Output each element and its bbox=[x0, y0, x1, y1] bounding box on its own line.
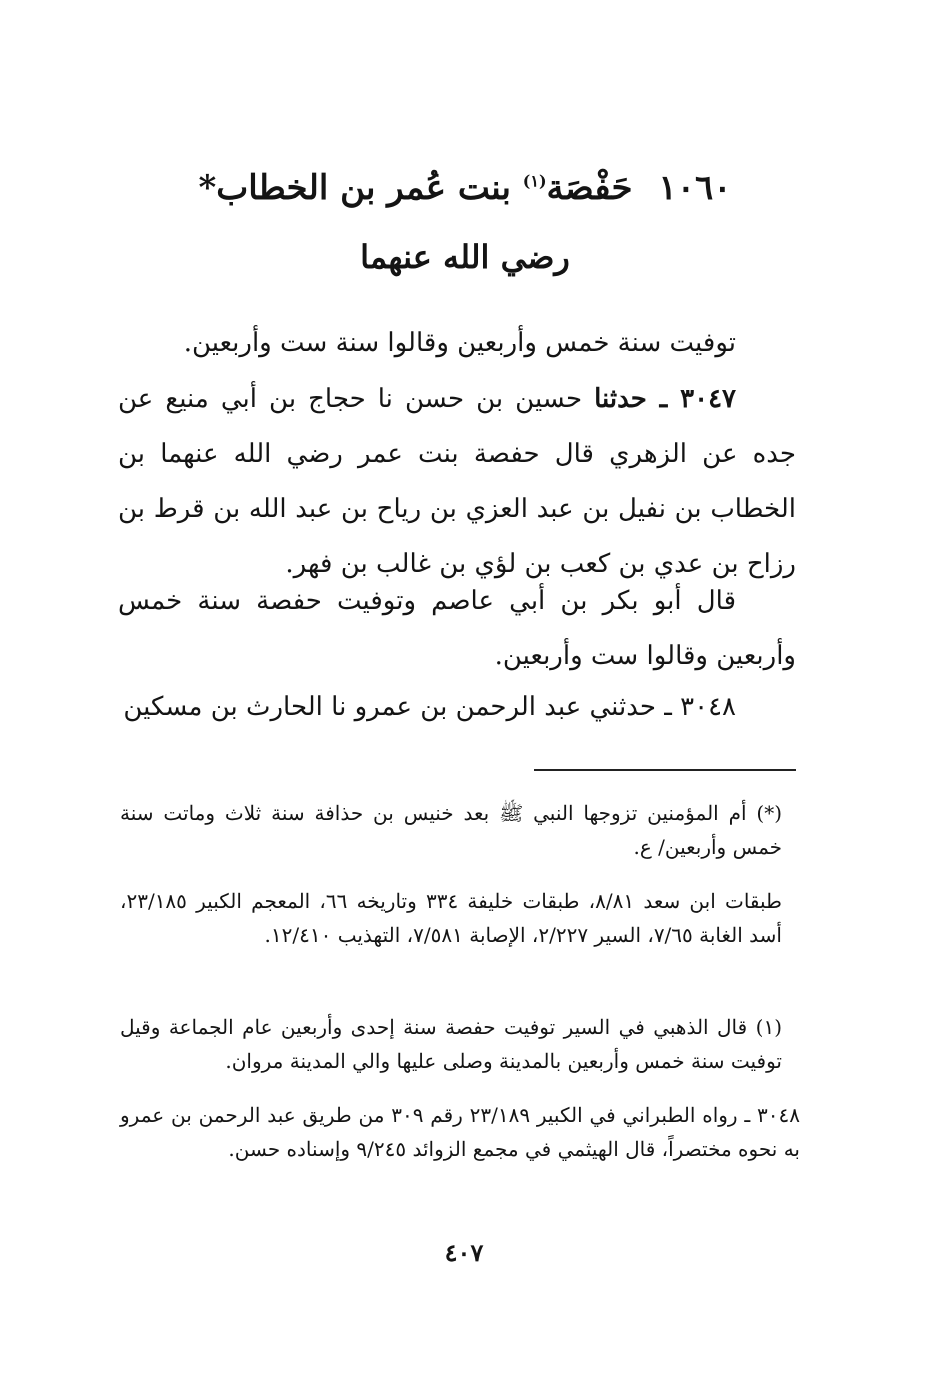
paragraph-abu-bakr: قال أبو بكر بن أبي عاصم وتوفيت حفصة سنة خمس وأربعين وقالوا ست وأربعين. bbox=[118, 586, 796, 671]
paragraph-hadith-3047 bbox=[118, 372, 796, 592]
hadith-text: حسين بن حسن نا حجاج بن أبي منيع عن جده عن الزهري قال حفصة بنت عمر رضي الله عنهما بن الخطاب بن نفيل بن عبد العزي بن رياح بن عبد الله بن قرط بن رزاح بن عدي بن كعب بن لؤي بن غالب بن فهر. bbox=[118, 384, 797, 579]
footnote-1: (١) قال الذهبي في السير توفيت حفصة سنة إحدى وأربعين عام الجماعة وقيل توفيت سنة خمس وأربعين بالمدينة وصلى عليها والي المدينة مروان. bbox=[120, 1015, 782, 1073]
chapter-subtitle: رضي الله عنهما bbox=[360, 238, 570, 276]
entry-name-rest: بنت عُمر بن الخطاب* bbox=[198, 168, 511, 208]
footnote-sources: طبقات ابن سعد ٨/٨١، طبقات خليفة ٣٣٤ وتاريخه ٦٦، المعجم الكبير ٢٣/١٨٥، أسد الغابة ٧/٦٥، السير ٢/٢٢٧، الإصابة ٧/٥٨١، التهذيب ١٢/٤١٠. bbox=[120, 889, 782, 947]
entry-number: ١٠٦٠ bbox=[658, 168, 732, 208]
footnote-3048: ٣٠٤٨ ـ رواه الطبراني في الكبير ٢٣/١٨٩ رقم ٣٠٩ من طريق عبد الرحمن بن عمرو به نحوه مختصراً، قال الهيثمي في مجمع الزوائد ٩/٢٤٥ وإسناده حسن. bbox=[120, 1103, 800, 1161]
entry-name: حَفْصَة bbox=[546, 168, 633, 208]
paragraph-death-date: توفيت سنة خمس وأربعين وقالوا سنة ست وأربعين. bbox=[183, 328, 736, 358]
footnote-star: (*) أم المؤمنين تزوجها النبي ﷺ بعد خنيس بن حذافة سنة ثلاث وماتت سنة خمس وأربعين/ ع. bbox=[120, 801, 782, 859]
footnote-reference: (١) bbox=[522, 171, 547, 191]
chapter-heading bbox=[120, 168, 810, 208]
footnote-divider bbox=[534, 769, 796, 771]
paragraph-hadith-3048: ٣٠٤٨ ـ حدثني عبد الرحمن بن عمرو نا الحارث بن مسكين bbox=[123, 692, 736, 722]
hadith-lead: ٣٠٤٧ ـ حدثنا bbox=[594, 384, 736, 414]
page-number: ٤٠٧ bbox=[444, 1238, 484, 1267]
